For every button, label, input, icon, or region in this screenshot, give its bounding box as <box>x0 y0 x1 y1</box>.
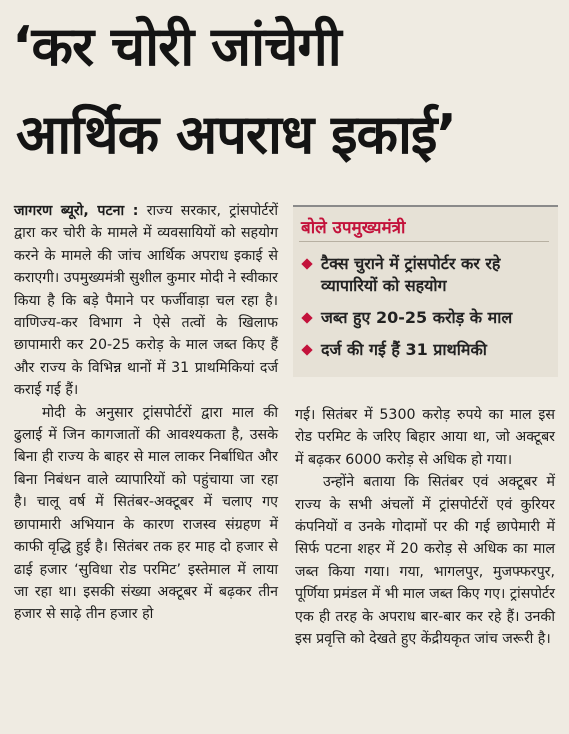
article-left-column <box>14 200 278 626</box>
headline-line-2: आर्थिक अपराध इकाई’ <box>16 103 456 166</box>
article-right-column <box>295 404 555 650</box>
sidebar-point: जब्त हुए 20-25 करोड़ के माल <box>303 307 553 329</box>
byline: जागरण ब्यूरो, पटना : <box>14 203 139 219</box>
sidebar-divider <box>299 241 549 242</box>
diamond-bullet-icon <box>301 344 312 355</box>
quote-sidebar <box>293 205 558 377</box>
article-paragraph-3: गई। सितंबर में 5300 करोड़ रुपये का माल इस रोड परमिट के जरिए बिहार आया था, जो अक्टूबर में बढ़कर 6000 करोड़ से अधिक हो गया। <box>295 407 555 468</box>
article-paragraph-2: मोदी के अनुसार ट्रांसपोर्टरों द्वारा माल की ढुलाई में जिन कागजातों की आवश्यकता है, उसके बिना ही राज्य के बाहर से माल लाकर निर्बाधित और बिना निबंधन वाले व्यापारियों को पहुंचाया जा रहा है। चालू वर्ष में सितंबर-अक्टूबर में चलाए गए छापामारी अभियान के कारण राजस्व संग्रहण में काफी वृद्धि हुई है। सितंबर तक हर माह दो हजार से ढाई हजार ‘सुविधा रोड परमिट’ इस्तेमाल में लाया जा रहा था। इसकी संख्या अक्टूबर में बढ़कर तीन हजार से साढ़े तीन हजार हो <box>14 404 278 623</box>
sidebar-point: दर्ज की गई हैं 31 प्राथमिकी <box>303 339 553 361</box>
headline <box>0 0 569 196</box>
sidebar-title: बोले उपमुख्यमंत्री <box>301 218 406 238</box>
diamond-bullet-icon <box>301 258 312 269</box>
sidebar-points <box>303 253 553 371</box>
headline-line-1: ‘कर चोरी जांचेगी <box>12 15 341 78</box>
sidebar-point: टैक्स चुराने में ट्रांसपोर्टर कर रहे व्यापारियों को सहयोग <box>303 253 553 297</box>
article-paragraph-1: जागरण ब्यूरो, पटना : राज्य सरकार, ट्रांसपोर्टरों द्वारा कर चोरी के मामले में व्यवसायियों को सहयोग करने के मामले की जांच आर्थिक अपराध इकाई से कराएगी। उपमुख्यमंत्री सुशील कुमार मोदी ने स्वीकार किया है कि बड़े पैमाने पर फर्जीवाड़ा चल रहा है। वाणिज्य-कर विभाग ने ऐसे तत्वों के खिलाफ छापामारी कर 20-25 करोड़ के माल जब्त किए हैं और राज्य के विभिन्न थानों में 31 प्राथमिकियां दर्ज कराई गई हैं। <box>14 203 278 399</box>
article-paragraph-4: उन्होंने बताया कि सितंबर एवं अक्टूबर में राज्य के सभी अंचलों में ट्रांसपोर्टरों एवं कुरियर कंपनियों व उनके गोदामों पर की गई छापेमारी में सिर्फ पटना शहर में 20 करोड़ से अधिक का माल जब्त किया गया। गया, भागलपुर, मुजफ्फरपुर, पूर्णिया प्रमंडल में भी माल जब्त किए गए। ट्रांसपोर्टर एक ही तरह के अपराध बार-बार कर रहे हैं। उनकी इस प्रवृत्ति को देखते हुए केंद्रीयकृत जांच जरूरी है। <box>295 474 555 648</box>
diamond-bullet-icon <box>301 312 312 323</box>
